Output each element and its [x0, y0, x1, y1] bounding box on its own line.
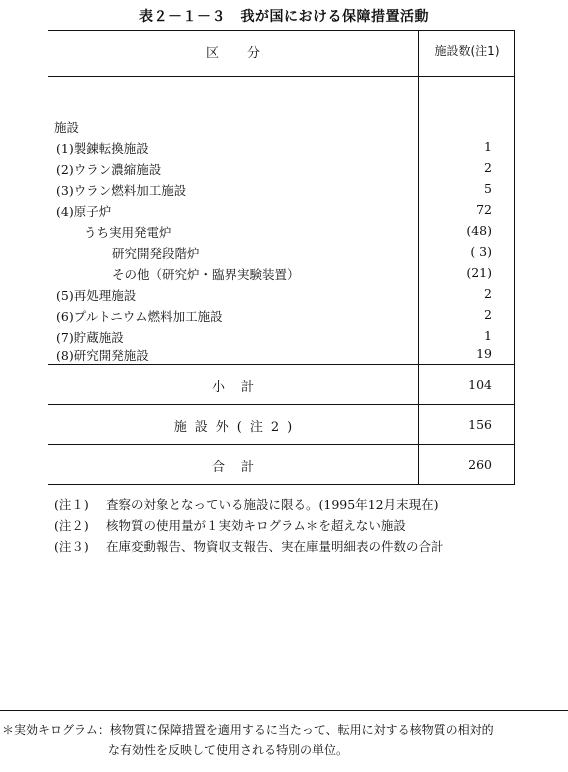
row-value: 2 — [484, 160, 492, 175]
row-label: (7)貯蔵施設 — [56, 330, 124, 345]
footnote-line: な有効性を反映して使用される特別の単位。 — [108, 743, 349, 757]
subtotal-value: 104 — [468, 377, 492, 392]
row-label: (8)研究開発施設 — [56, 348, 149, 363]
outside-facilities-label: 施設外(注2) — [173, 420, 301, 435]
note-item — [54, 536, 444, 557]
note-item — [54, 494, 444, 515]
subtotal-label: 小計 — [211, 380, 270, 395]
row-value: 2 — [484, 307, 492, 322]
notes — [54, 494, 444, 557]
note-text: 核物質の使用量が１実効キログラム＊を超えない施設 — [106, 518, 406, 533]
subtotal-top-rule — [48, 364, 514, 365]
row-label: (1)製錬転換施設 — [56, 141, 149, 156]
right-border — [514, 30, 515, 485]
section-label: 施設 — [54, 120, 80, 135]
table-bottom-rule — [48, 484, 514, 485]
outside-top-rule — [48, 404, 514, 405]
footnote — [2, 720, 494, 760]
header-kubun: 区分 — [205, 46, 288, 61]
row-value: 1 — [484, 328, 492, 343]
total-top-rule — [48, 444, 514, 445]
row-label: 研究開発段階炉 — [112, 246, 200, 261]
row-label: うち実用発電炉 — [84, 225, 172, 240]
note-item — [54, 515, 444, 536]
header-bottom-rule — [48, 76, 514, 77]
row-value: 19 — [476, 346, 492, 361]
footnote-rule — [0, 710, 568, 711]
header-facility-count: 施設数(注1) — [434, 44, 500, 58]
table-title: 表２－１－３ 我が国における保障措置活動 — [139, 9, 429, 25]
note-id: (注３) — [54, 539, 89, 554]
note-id: (注１) — [54, 497, 89, 512]
note-text: 査察の対象となっている施設に限る。(1995年12月末現在) — [106, 497, 439, 512]
row-label: (4)原子炉 — [56, 204, 112, 219]
row-value: 72 — [476, 202, 492, 217]
row-value: 2 — [484, 286, 492, 301]
row-value: (48) — [466, 223, 492, 238]
footnote-line: ＊実効キログラム：核物質に保障措置を適用するに当たって、転用に対する核物質の相対的 — [2, 723, 494, 737]
row-label: (2)ウラン濃縮施設 — [56, 162, 162, 177]
table-top-rule — [48, 30, 514, 31]
row-value: (21) — [466, 265, 492, 280]
row-label: (6)プルトニウム燃料加工施設 — [56, 309, 223, 324]
total-value: 260 — [468, 457, 492, 472]
row-value: ( 3) — [470, 244, 492, 259]
row-label: (5)再処理施設 — [56, 288, 137, 303]
column-divider — [418, 30, 419, 485]
row-label: その他（研究炉・臨界実験装置） — [112, 267, 300, 282]
row-value: 5 — [484, 181, 492, 196]
total-label: 合計 — [211, 460, 270, 475]
row-value: 1 — [484, 139, 492, 154]
note-text: 在庫変動報告、物資収支報告、実在庫量明細表の件数の合計 — [106, 539, 444, 554]
note-id: (注２) — [54, 518, 89, 533]
outside-facilities-value: 156 — [468, 417, 492, 432]
safeguards-table — [48, 30, 560, 484]
row-label: (3)ウラン燃料加工施設 — [56, 183, 187, 198]
